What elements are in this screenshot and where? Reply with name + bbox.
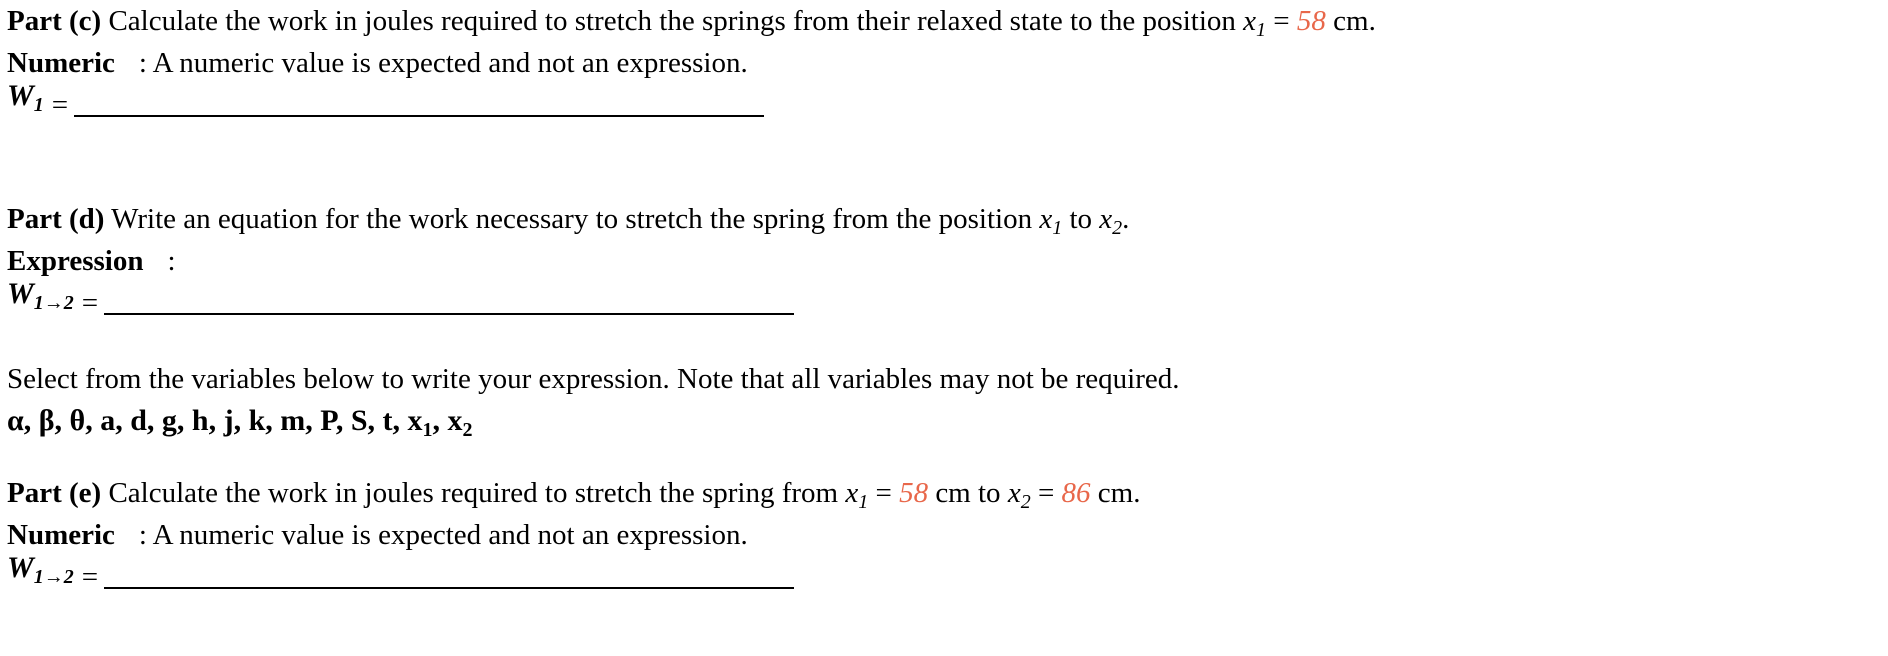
part-c-answer-input[interactable]: [74, 89, 764, 117]
part-d-answer-row: [7, 277, 1877, 324]
part-d-label: Part (d): [7, 203, 105, 235]
part-e-prompt: [7, 472, 1877, 514]
part-c-section: [7, 0, 1877, 126]
part-c-type-desc: : A numeric value is expected and not an expression.: [138, 47, 748, 79]
part-c-type-label: Numeric: [7, 47, 115, 79]
part-d-prompt: [7, 198, 1877, 240]
part-c-var-x-sub: 1: [1256, 19, 1267, 41]
part-d-text: Write an equation for the work necessary to stretch the spring from the position: [111, 203, 1033, 235]
variables-list: [7, 400, 1877, 442]
part-e-given-value-2: 86: [1061, 477, 1091, 509]
part-e-type-label: Numeric: [7, 519, 115, 551]
part-e-text: Calculate the work in joules required to stretch the spring from: [108, 477, 839, 509]
part-c-answer-var-letter: W: [7, 79, 34, 112]
part-d-answer-eq: =: [81, 287, 99, 319]
part-e-section: [7, 472, 1877, 598]
part-d-var1-sub: 1: [1052, 217, 1063, 239]
variables-sub-1: 1: [422, 419, 433, 441]
part-e-var1-sub: 1: [858, 491, 869, 513]
part-d-mid: to: [1069, 203, 1093, 235]
part-c-type-row: [7, 42, 1877, 84]
part-c-answer-sub: 1: [33, 94, 44, 116]
part-e-label: Part (e): [7, 477, 102, 509]
part-e-given-value-1: 58: [899, 477, 929, 509]
part-d-type-colon: :: [167, 245, 176, 277]
part-e-eq2: =: [1037, 477, 1055, 509]
part-c-answer-eq: =: [51, 89, 69, 121]
variables-instruction: Select from the variables below to write your expression. Note that all variables may not be required.: [7, 363, 1180, 395]
part-d-section: [7, 198, 1877, 324]
part-c-eq: =: [1273, 5, 1290, 37]
part-e-answer-var-letter: W: [7, 551, 34, 584]
part-e-type-desc: : A numeric value is expected and not an expression.: [138, 519, 748, 551]
part-e-eq1: =: [875, 477, 892, 509]
variables-section: [7, 358, 1877, 442]
part-e-var1: x: [845, 477, 859, 509]
part-e-type-row: [7, 514, 1877, 556]
part-e-answer-var: [7, 547, 74, 598]
part-c-unit: cm.: [1333, 5, 1376, 37]
part-e-answer-sub: 1→2: [33, 566, 74, 588]
part-e-var2: x: [1007, 477, 1021, 509]
part-d-var1: x: [1039, 203, 1053, 235]
part-e-answer-input[interactable]: [104, 561, 794, 589]
part-c-answer-row: [7, 79, 1877, 126]
part-d-end: .: [1122, 203, 1130, 235]
part-d-answer-var-letter: W: [7, 277, 34, 310]
part-d-answer-sub: 1→2: [33, 292, 74, 314]
part-e-answer-row: [7, 551, 1877, 598]
part-c-answer-var: [7, 75, 44, 126]
variables-sub-2: 2: [462, 419, 473, 441]
part-c-given-value: 58: [1296, 5, 1326, 37]
part-d-var2-sub: 2: [1112, 217, 1123, 239]
part-e-var2-sub: 2: [1020, 491, 1031, 513]
part-e-unit1: cm to: [935, 477, 1001, 509]
part-e-answer-eq: =: [81, 561, 99, 593]
part-d-answer-var: [7, 273, 74, 324]
part-c-label: Part (c): [7, 5, 102, 37]
part-d-answer-input[interactable]: [104, 287, 794, 315]
variables-list-text: α, β, θ, a, d, g, h, j, k, m, P, S, t, x: [7, 404, 423, 437]
variables-sep: , x: [432, 404, 463, 437]
part-c-prompt: [7, 0, 1877, 42]
part-d-var2: x: [1099, 203, 1113, 235]
part-c-var-x: x: [1243, 5, 1257, 37]
part-e-unit2: cm.: [1097, 477, 1141, 509]
part-d-type-label: Expression: [7, 245, 144, 277]
part-c-text: Calculate the work in joules required to stretch the springs from their relaxed state to the position: [108, 5, 1236, 37]
part-d-type-row: [7, 240, 1877, 282]
